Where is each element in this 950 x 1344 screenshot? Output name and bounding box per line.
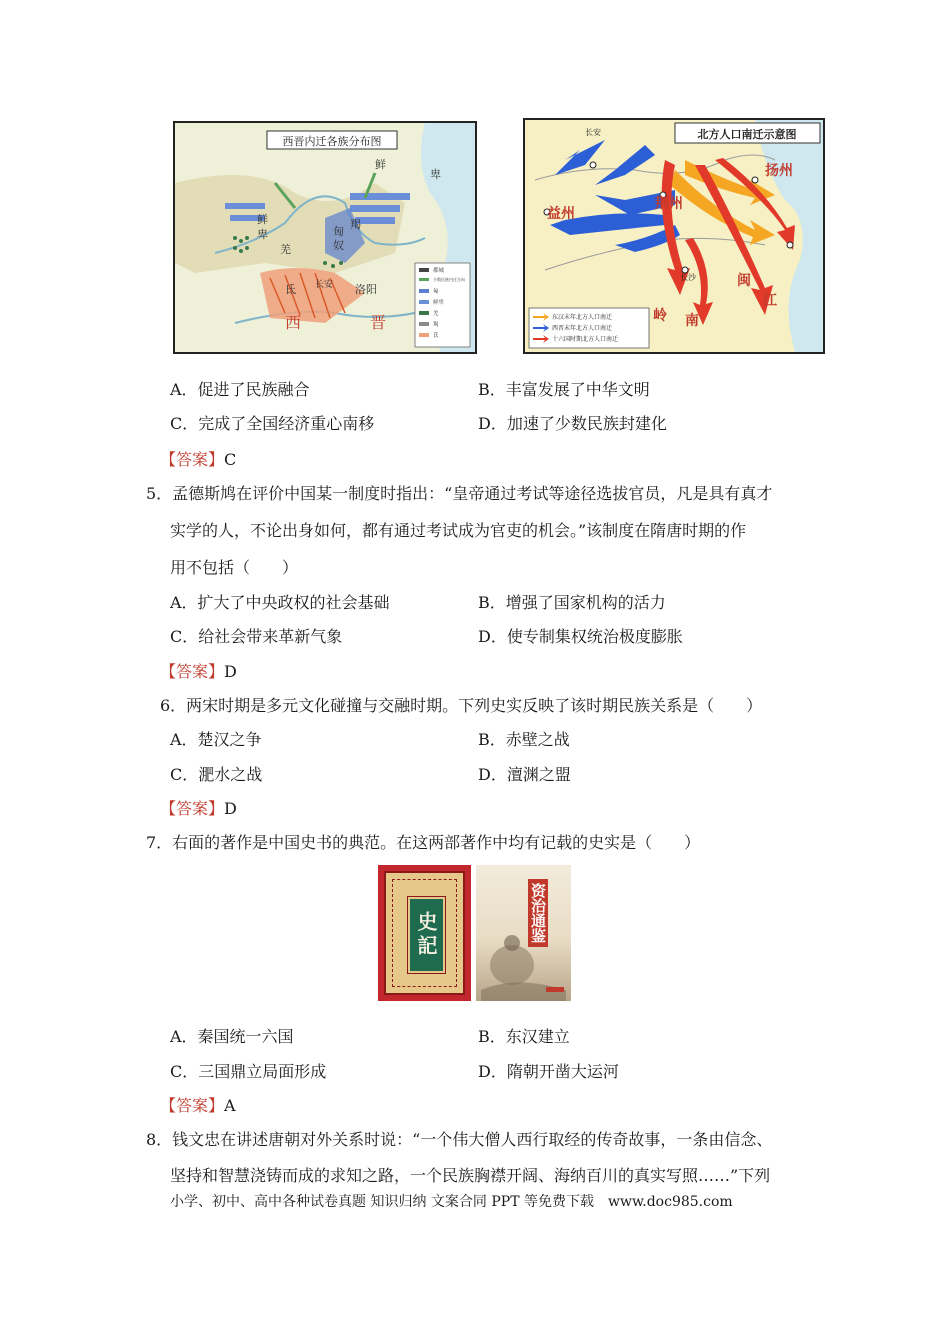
q5-option-b: B．增强了国家机构的活力 <box>478 593 666 612</box>
legend-item: 羌 <box>433 311 439 317</box>
book-cover-shiji <box>378 865 471 1001</box>
q4-option-b: B．丰富发展了中华文明 <box>478 380 650 399</box>
q6-option-a: A．楚汉之争 <box>170 730 262 749</box>
q4-option-d: D．加速了少数民族封建化 <box>478 414 667 433</box>
map-label: 羌 <box>280 243 291 256</box>
answer-tag: 【答案】 <box>160 662 225 681</box>
q5-option-c: C．给社会带来革新气象 <box>170 627 343 646</box>
map-label: 长安 <box>585 128 601 137</box>
q4-answer <box>160 450 236 470</box>
answer-tag: 【答案】 <box>160 450 225 469</box>
map-label: 扬州 <box>765 163 793 179</box>
map-label: 鲜 <box>375 158 386 171</box>
q7-option-a: A．秦国统一六国 <box>170 1027 294 1046</box>
legend-item: 十六国时期北方人口南迁 <box>552 336 619 343</box>
q6-option-c: C．淝水之战 <box>170 765 263 784</box>
map-label: 西 <box>285 313 302 332</box>
q6-option-b: B．赤壁之战 <box>478 730 570 749</box>
q8-stem-line1: 8．钱文忠在讲述唐朝对外关系时说：“一个伟大僧人西行取经的传奇故事，一条由信念、 <box>146 1130 773 1149</box>
map-label: 奴 <box>333 239 344 252</box>
map-northern-population-migration <box>523 118 825 354</box>
legend-item: 鲜卑 <box>433 300 445 306</box>
answer-value: D <box>224 662 237 681</box>
answer-value: C <box>224 450 237 469</box>
book-title: 史記 <box>414 911 438 959</box>
q5-stem-line1: 5．孟德斯鸠在评价中国某一制度时指出：“皇帝通过考试等途径选拔官员，凡是具有真才 <box>146 484 773 503</box>
map-label: 卑 <box>257 228 268 241</box>
q7-answer <box>160 1096 236 1116</box>
legend-item: 东汉末年北方人口南迁 <box>552 314 613 321</box>
map-label: 羯 <box>350 218 361 231</box>
answer-value: D <box>224 799 237 818</box>
answer-tag: 【答案】 <box>160 1096 225 1115</box>
q4-option-c: C．完成了全国经济重心南移 <box>170 414 375 433</box>
map-label: 南 <box>685 313 699 329</box>
legend-item: 西晋末年北方人口南迁 <box>552 325 613 332</box>
map-label: 闽 <box>737 273 751 289</box>
book-title: 资治通鉴 <box>529 883 547 943</box>
map-label: 洛阳 <box>355 283 377 296</box>
q6-answer <box>160 799 237 819</box>
legend-item: 少数民族内迁方向 <box>433 277 465 282</box>
q5-option-a: A．扩大了中央政权的社会基础 <box>170 593 390 612</box>
legend-item: 都城 <box>433 268 445 274</box>
map-label: 匈 <box>333 225 344 238</box>
book-cover-zizhi-tongjian <box>476 865 571 1001</box>
map-label: 荆州 <box>655 196 683 212</box>
legend-item: 氐 <box>433 333 439 339</box>
map-label: 鲜 <box>257 213 268 226</box>
q5-stem-line3: 用不包括（ ） <box>170 558 299 577</box>
map-label: 晋 <box>370 313 387 332</box>
q8-stem-line2: 坚持和智慧浇铸而成的求知之路，一个民族胸襟开阔、海纳百川的真实写照……”下列 <box>170 1166 771 1185</box>
map-label: 氐 <box>285 283 296 296</box>
q5-option-d: D．使专制集权统治极度膨胀 <box>478 627 683 646</box>
map-label: 长沙 <box>680 273 696 282</box>
q4-option-a: A．促进了民族融合 <box>170 380 310 399</box>
q6-stem: 6．两宋时期是多元文化碰撞与交融时期。下列史实反映了该时期民族关系是（ ） <box>160 696 763 715</box>
map-label: 益州 <box>547 206 575 222</box>
map-label: 卑 <box>430 168 441 181</box>
q6-option-d: D．澶渊之盟 <box>478 765 571 784</box>
q7-stem: 7．右面的著作是中国史书的典范。在这两部著作中均有记载的史实是（ ） <box>146 833 701 852</box>
left-map-title: 西晋内迁各族分布图 <box>282 135 382 148</box>
legend-item: 羯 <box>433 322 439 328</box>
map-western-jin-migration <box>173 121 477 354</box>
q5-answer <box>160 662 237 682</box>
q5-stem-line2: 实学的人，不论出身如何，都有通过考试成为官吏的机会。”该制度在隋唐时期的作 <box>170 521 747 540</box>
legend-item: 匈 <box>433 289 439 295</box>
q7-option-c: C．三国鼎立局面形成 <box>170 1062 327 1081</box>
right-map-title: 北方人口南迁示意图 <box>697 128 797 141</box>
map-label: 江 <box>763 293 777 309</box>
book-illustration <box>476 865 571 1001</box>
map-label: 长安 <box>315 280 334 290</box>
q7-option-d: D．隋朝开凿大运河 <box>478 1062 619 1081</box>
map-label: 岭 <box>653 308 667 324</box>
answer-tag: 【答案】 <box>160 799 225 818</box>
q7-option-b: B．东汉建立 <box>478 1027 570 1046</box>
answer-value: A <box>224 1096 236 1115</box>
page-footer: 小学、初中、高中各种试卷真题 知识归纳 文案合同 PPT 等免费下载 www.doc985.com <box>170 1194 733 1210</box>
